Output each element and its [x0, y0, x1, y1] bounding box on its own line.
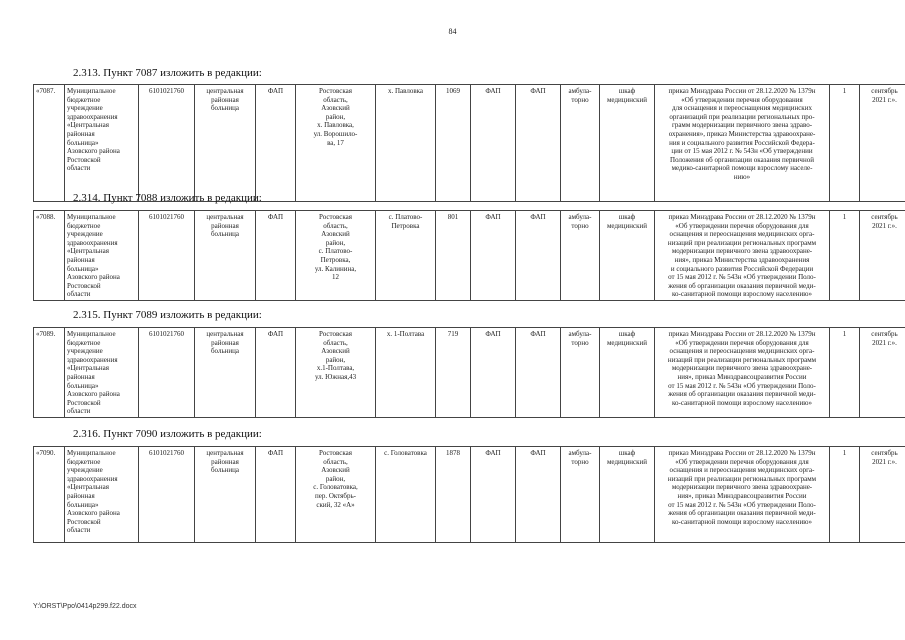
- cell-profile: шкаф медицинский: [600, 211, 655, 301]
- cell-item-number: «7088.: [34, 211, 65, 301]
- page-number: 84: [448, 27, 457, 36]
- cell-address: Ростовская область, Азовский район, х. Павловка, ул. Ворошило- ва, 17: [296, 85, 376, 202]
- cell-code: 6101021760: [139, 211, 195, 301]
- cell-profile: шкаф медицинский: [600, 328, 655, 418]
- cell-quantity: 1: [830, 85, 860, 202]
- cell-basis: приказ Минздрава России от 28.12.2020 № 1379н «Об утверждении перечня оборудования для оснащения и переоснащения медицинских орга- низаций при реализации региональных программ модернизации первичного звена здравоохране- ния», приказ Минздравсоцразвития России от 15 мая 2012 г. № 543н «Об утверждении Поло- жения об организации оказания первичной меди- ко-санитарной помощи взрослому населению»: [655, 447, 830, 543]
- table-row: [34, 328, 905, 418]
- section-heading: 2.314. Пункт 7088 изложить в редакции:: [73, 192, 262, 204]
- cell-address: Ростовская область, Азовский район, с. Головатовка, пер. Октябрь- ский, 32 «А»: [296, 447, 376, 543]
- cell-col10: ФАП: [516, 211, 561, 301]
- cell-date: сентябрь 2021 г.».: [860, 85, 905, 202]
- cell-population: 1069: [436, 85, 471, 202]
- cell-settlement: с. Платово- Петровка: [376, 211, 436, 301]
- cell-quantity: 1: [830, 447, 860, 543]
- cell-parent: центральная районная больница: [195, 85, 256, 202]
- section-heading: 2.315. Пункт 7089 изложить в редакции:: [73, 309, 262, 321]
- cell-basis: приказ Минздрава России от 28.12.2020 № 1379н «Об утверждении перечня оборудования для оснащения и переоснащения медицинских организаций при реализации региональных про- грамм модернизации первичного звена здраво- охранения», приказ Министерства здравоохране- ния и социального развития Российской Федера- ции от 15 мая 2012 г. № 543н «Об утверждении Положения об организации оказания первичной медико-санитарной помощи взрослому населе- нию»: [655, 85, 830, 202]
- cell-quantity: 1: [830, 211, 860, 301]
- cell-code: 6101021760: [139, 447, 195, 543]
- cell-settlement: с. Головатовка: [376, 447, 436, 543]
- cell-type: ФАП: [256, 447, 296, 543]
- cell-care: амбула- торно: [561, 328, 600, 418]
- cell-population: 719: [436, 328, 471, 418]
- cell-col9: ФАП: [471, 85, 516, 202]
- cell-address: Ростовская область, Азовский район, с. Платово- Петровка, ул. Калинина, 12: [296, 211, 376, 301]
- record-table: [33, 327, 905, 418]
- cell-quantity: 1: [830, 328, 860, 418]
- section-heading: 2.316. Пункт 7090 изложить в редакции:: [73, 428, 262, 440]
- cell-population: 1878: [436, 447, 471, 543]
- cell-type: ФАП: [256, 211, 296, 301]
- table-row: [34, 211, 905, 301]
- cell-col10: ФАП: [516, 85, 561, 202]
- cell-code: 6101021760: [139, 85, 195, 202]
- cell-col10: ФАП: [516, 447, 561, 543]
- cell-settlement: х. Павловка: [376, 85, 436, 202]
- cell-type: ФАП: [256, 85, 296, 202]
- cell-care: амбула- торно: [561, 85, 600, 202]
- cell-type: ФАП: [256, 328, 296, 418]
- record-table: [33, 84, 905, 202]
- cell-col10: ФАП: [516, 328, 561, 418]
- cell-parent: центральная районная больница: [195, 447, 256, 543]
- cell-organization: Муниципальное бюджетное учреждение здравоохранения «Центральная районная больница» Азовского района Ростовской области: [65, 328, 139, 418]
- cell-date: сентябрь 2021 г.».: [860, 211, 905, 301]
- cell-basis: приказ Минздрава России от 28.12.2020 № 1379н «Об утверждении перечня оборудования для оснащения и переоснащения медицинских орга- низаций при реализации региональных программ модернизации первичного звена здравоохране- ния», приказ Минздравсоцразвития России от 15 мая 2012 г. № 543н «Об утверждении Поло- жения об организации оказания первичной меди- ко-санитарной помощи взрослому населению»: [655, 328, 830, 418]
- cell-col9: ФАП: [471, 447, 516, 543]
- cell-item-number: «7090.: [34, 447, 65, 543]
- table-row: [34, 85, 905, 202]
- cell-col9: ФАП: [471, 211, 516, 301]
- cell-profile: шкаф медицинский: [600, 85, 655, 202]
- cell-settlement: х. 1-Полтава: [376, 328, 436, 418]
- cell-care: амбула- торно: [561, 447, 600, 543]
- cell-parent: центральная районная больница: [195, 211, 256, 301]
- cell-basis: приказ Минздрава России от 28.12.2020 № 1379н «Об утверждении перечня оборудования для оснащения и переоснащения медицинских орга- низаций при реализации региональных программ модернизации первичного звена здравоохране- ния», приказ Министерства здравоохранения и социального развития Российской Федерации от 15 мая 2012 г. № 543н «Об утверждении Поло- жения об организации оказания первичной меди- ко-санитарной помощи взрослому населению»: [655, 211, 830, 301]
- cell-col9: ФАП: [471, 328, 516, 418]
- cell-date: сентябрь 2021 г.».: [860, 447, 905, 543]
- table-row: [34, 447, 905, 543]
- cell-organization: Муниципальное бюджетное учреждение здравоохранения «Центральная районная больница» Азовского района Ростовской области: [65, 85, 139, 202]
- cell-address: Ростовская область, Азовский район, х.1-Полтава, ул. Южная,43: [296, 328, 376, 418]
- cell-organization: Муниципальное бюджетное учреждение здравоохранения «Центральная районная больница» Азовского района Ростовской области: [65, 447, 139, 543]
- record-table: [33, 210, 905, 301]
- record-table: [33, 446, 905, 543]
- file-path-footer: Y:\ORST\Ppo\0414p299.f22.docx: [33, 603, 137, 610]
- cell-profile: шкаф медицинский: [600, 447, 655, 543]
- cell-population: 801: [436, 211, 471, 301]
- section-heading: 2.313. Пункт 7087 изложить в редакции:: [73, 67, 262, 79]
- cell-date: сентябрь 2021 г.».: [860, 328, 905, 418]
- cell-item-number: «7089.: [34, 328, 65, 418]
- cell-parent: центральная районная больница: [195, 328, 256, 418]
- cell-item-number: «7087.: [34, 85, 65, 202]
- cell-code: 6101021760: [139, 328, 195, 418]
- cell-organization: Муниципальное бюджетное учреждение здравоохранения «Центральная районная больница» Азовского района Ростовской области: [65, 211, 139, 301]
- cell-care: амбула- торно: [561, 211, 600, 301]
